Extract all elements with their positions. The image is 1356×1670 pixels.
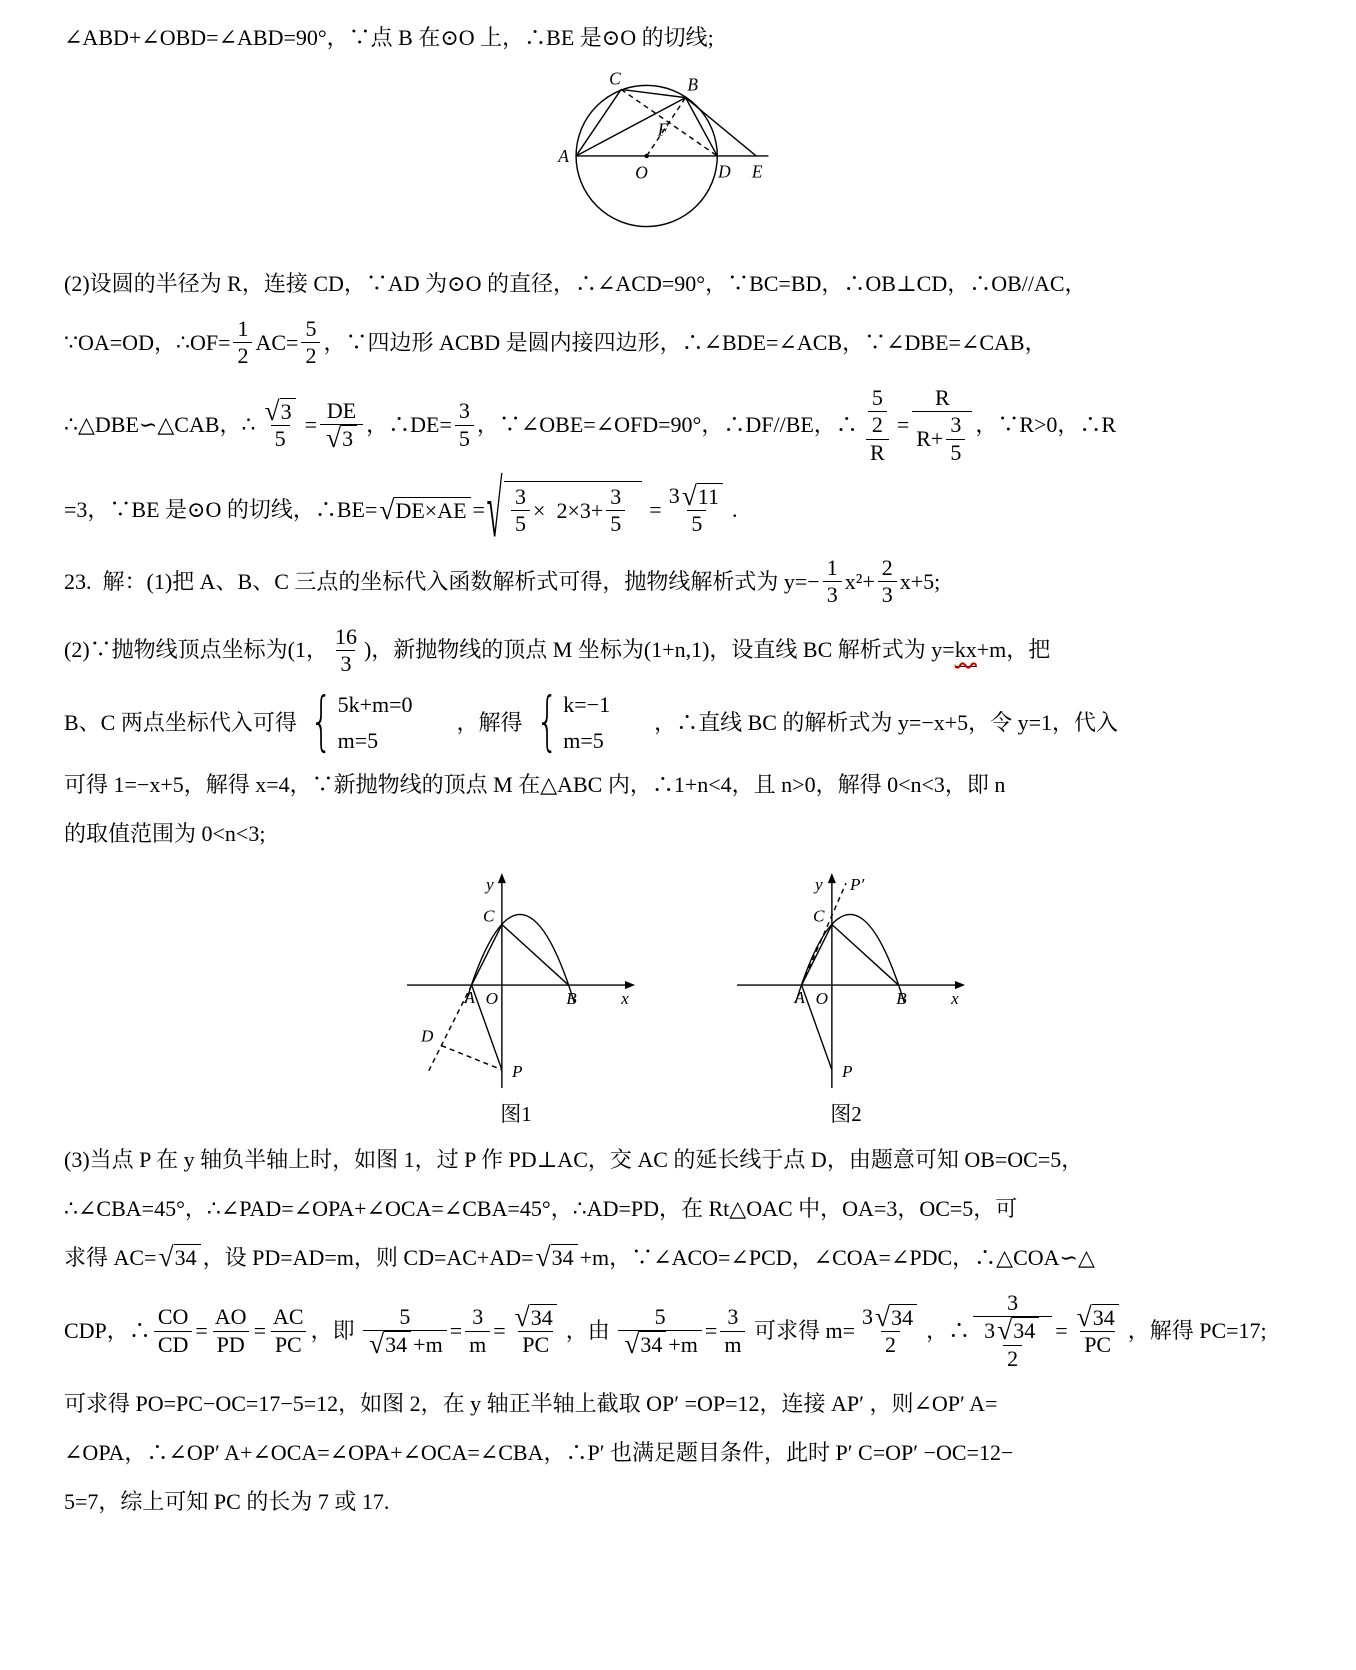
radical-sign: √ (997, 1314, 1013, 1346)
radical (997, 1314, 1039, 1346)
system-equation-row: k=−1 (563, 692, 611, 718)
segment-CB (502, 924, 569, 985)
text-run: (2)∵抛物线顶点坐标为(1， (64, 637, 328, 663)
text-run: 3 (1007, 1289, 1019, 1315)
fraction (301, 316, 320, 370)
text-run: m (724, 1331, 742, 1357)
point-label-c: C (813, 906, 825, 926)
point-label-b: B (896, 989, 907, 1009)
text-run: ∠OPA，∴∠OP′ A+∠OCA=∠OPA+∠OCA=∠CBA，∴P′ 也满足题目条件，此时 P′ C=OP′ −OC=12− (64, 1440, 1014, 1466)
text-run: 5 (274, 426, 286, 452)
text-run: ，解得 PC=17; (1127, 1318, 1267, 1344)
text-run: 5 (871, 384, 883, 410)
system-equation-row: m=5 (563, 727, 604, 753)
parabola-figures-row (64, 866, 1298, 1128)
text-block-1 (64, 21, 1298, 55)
text-run: )，新抛物线的顶点 M 坐标为(1+n,1)，设直线 BC 解析式为 y= (363, 637, 955, 663)
text-run: = (896, 412, 910, 438)
text-run: = (195, 1318, 208, 1344)
chord-BD (686, 98, 718, 156)
text-run: 34 (640, 1332, 663, 1358)
text-run: 可得 1=−x+5，解得 x=4，∵新抛物线的顶点 M 在△ABC 内，∴1+n<4，且 n>0，解得 0<n<3，即 n (64, 771, 1006, 797)
radical (681, 479, 723, 511)
text-run: 3 (342, 426, 354, 452)
text-run: = (1055, 1318, 1068, 1344)
misspell-underlined-text: kx (955, 634, 977, 667)
chord-AB (576, 98, 685, 156)
text-run: ∵OA=OD，∴OF= (64, 329, 231, 355)
chord-AC (576, 89, 621, 156)
text-block-3 (64, 555, 1298, 851)
text-run: 3 (984, 1317, 996, 1343)
text-run: ，由 (565, 1318, 616, 1344)
system-brace: { (310, 685, 333, 760)
text-run: 2 (881, 554, 893, 580)
dashed-segment-AP-prime (802, 883, 846, 985)
radical-sign: √ (535, 1241, 551, 1273)
x-axis-arrow (625, 981, 635, 989)
text-run: m (469, 1331, 487, 1357)
line-part3-setup (64, 1143, 1298, 1177)
text-run: 3 (861, 1304, 873, 1330)
text-run: PC (522, 1332, 550, 1358)
text-run: ，即 (310, 1318, 361, 1344)
point-label-p: P (511, 1061, 523, 1081)
text-run: 5 (691, 511, 703, 537)
radical (514, 1300, 557, 1332)
text-run: = (253, 1318, 266, 1344)
text-run: 3 (950, 412, 962, 438)
fraction (331, 624, 361, 678)
equation-system (301, 685, 413, 760)
line-be-result (64, 463, 1298, 554)
parabola-diagram-1 (386, 866, 646, 1092)
radical (624, 1327, 666, 1359)
text-run: 34 (1092, 1304, 1115, 1330)
x-axis-arrow (955, 981, 965, 989)
point-label-d: D (718, 162, 731, 182)
radical-sign: √ (379, 493, 395, 525)
text-run: 3 (826, 582, 838, 608)
axis-label-y: y (814, 875, 823, 895)
text-run: =3，∵BE 是⊙O 的切线，∴BE= (64, 497, 378, 523)
line-angle-45 (64, 1192, 1298, 1226)
text-run: 5 (654, 1303, 666, 1329)
text-run: 34 (530, 1304, 553, 1330)
line-equation-system (64, 685, 1298, 760)
text-run: 3 (472, 1304, 484, 1330)
radical (874, 1300, 917, 1332)
text-run: 5 (515, 511, 527, 537)
axis-label-x: x (621, 989, 629, 1009)
text-run: DE (326, 397, 357, 423)
text-run: 3 (458, 398, 470, 424)
text-run: 5 (458, 425, 470, 451)
radical (1076, 1300, 1119, 1332)
point-label-p-prime: P′ (849, 875, 865, 895)
text-run: 11 (697, 484, 719, 509)
line-q23-part2-vertex (64, 624, 1298, 678)
text-run: +m，把 (976, 637, 1051, 663)
text-run: 3 (610, 483, 622, 509)
text-run: 2 (885, 1332, 897, 1358)
text-run (628, 498, 634, 524)
tangent-BE (686, 98, 757, 156)
text-run: DE×AE (395, 497, 467, 523)
fraction (878, 555, 897, 609)
line-of-value (64, 316, 1298, 370)
radical (369, 1327, 411, 1359)
text-run: +m，∵∠ACO=∠PCD，∠COA=∠PDC，∴△COA∽△ (579, 1244, 1095, 1270)
text-run: 3 (515, 483, 527, 509)
text-run: R (869, 439, 885, 465)
point-label-f: F (657, 120, 669, 140)
line-solve-x (64, 768, 1298, 802)
fraction (618, 1304, 702, 1359)
parabola-curve (796, 914, 905, 1003)
text-run: 1 (826, 554, 838, 580)
text-run: 5 (610, 511, 622, 537)
point-label-b: B (687, 75, 699, 95)
center-point-O (644, 154, 649, 159)
radical (158, 1241, 200, 1273)
text-run: = (704, 1318, 718, 1344)
point-label-p: P (841, 1061, 853, 1081)
text-run: AC= (255, 329, 299, 355)
text-run: × 2×3+ (533, 497, 604, 523)
text-run: 3 (881, 582, 893, 608)
fraction (606, 484, 625, 538)
point-label-c: C (609, 69, 621, 89)
text-run: +m (668, 1331, 698, 1357)
fraction (823, 555, 842, 609)
text-run: 2 (237, 343, 249, 369)
segment-CB (832, 924, 899, 985)
circle-figure-container (64, 70, 1258, 252)
fraction (259, 394, 302, 453)
text-run: 可求得 PO=PC−OC=17−5=12，如图 2，在 y 轴正半轴上截取 OP′ =OP=12，连接 AP′ ，则∠OP′ A= (64, 1391, 998, 1417)
line-ac-sqrt34 (64, 1241, 1298, 1275)
radical (264, 394, 296, 426)
figure-1 (386, 866, 646, 1128)
radical-sign: √ (326, 422, 342, 454)
line-q23-part1 (64, 555, 1298, 609)
text-run: ，∴ (926, 1318, 971, 1344)
segment-AC (472, 924, 502, 985)
fraction (912, 385, 972, 466)
line-similar-triangles (64, 385, 1298, 466)
line-p-prime (64, 1436, 1298, 1470)
origin-label: O (485, 989, 498, 1009)
circle-diagram (526, 70, 796, 246)
text-run: 1 (237, 316, 249, 341)
text-run: . (731, 497, 738, 523)
text-run: = (643, 497, 662, 523)
fraction (154, 1304, 193, 1358)
text-run: CDP，∴ (64, 1318, 151, 1344)
text-run: 34 (891, 1304, 914, 1330)
text-run: 2 (1007, 1345, 1019, 1371)
fraction (465, 1304, 490, 1358)
radical-sign: √ (681, 479, 697, 511)
text-run: ，解得 (456, 709, 523, 735)
fraction (269, 1304, 308, 1358)
point-label-a: A (464, 988, 475, 1008)
fraction (980, 1314, 1045, 1372)
line-n-range (64, 817, 1298, 851)
figure-2-caption: 图2 (830, 1101, 862, 1126)
text-run: ，∵四边形 ACBD 是圆内接四边形，∴∠BDE=∠ACB，∵∠DBE=∠CAB， (323, 329, 1047, 355)
text-run: ∴∠CBA=45°，∴∠PAD=∠OPA+∠OCA=∠CBA=45°，∴AD=PD，在 Rt△OAC 中，OA=3，OC=5，可 (64, 1195, 1018, 1221)
text-run: 的取值范围为 0<n<3; (64, 820, 266, 846)
text-run: 2 (871, 412, 883, 438)
text-run: 5=7，综上可知 PC 的长为 7 或 17. (64, 1489, 390, 1515)
equation-system (527, 685, 611, 760)
fraction (861, 385, 894, 466)
text-run: = (493, 1318, 506, 1344)
text-run: 34 (551, 1245, 574, 1271)
y-axis-arrow (828, 873, 836, 883)
text-run: ，∵R>0，∴R (975, 412, 1117, 438)
text-run: 34 (174, 1245, 197, 1271)
text-run: 23. 解：(1)把 A、B、C 三点的坐标代入函数解析式可得，抛物线解析式为 y=− (64, 568, 820, 594)
text-run: ∴△DBE∽△CAB，∴ (64, 412, 256, 438)
text-run: 5 (305, 316, 317, 341)
text-run: ，∴直线 BC 的解析式为 y=−x+5，令 y=1，代入 (654, 709, 1119, 735)
fraction (511, 484, 530, 538)
text-run: = (472, 497, 485, 523)
text-run: AO (214, 1304, 247, 1330)
text-run: B、C 两点坐标代入可得 (64, 709, 297, 735)
figure-1-caption: 图1 (500, 1101, 532, 1126)
text-run: = (449, 1318, 463, 1344)
fraction (973, 1290, 1052, 1372)
y-axis-arrow (498, 873, 506, 883)
text-run: 3 (340, 650, 352, 676)
text-run: PC (274, 1331, 302, 1357)
axis-label-x: x (951, 989, 959, 1009)
text-run: CO (157, 1304, 189, 1330)
text-run: x²+ (844, 568, 875, 594)
text-run: CD (157, 1331, 189, 1357)
fraction (720, 1304, 745, 1358)
origin-label: O (815, 989, 828, 1009)
fraction (320, 398, 363, 453)
text-run: 5 (950, 439, 962, 465)
text-run: ，∴DE= (366, 412, 452, 438)
radical (486, 463, 642, 554)
line-proportion (64, 1290, 1298, 1372)
point-label-e: E (751, 162, 763, 182)
line-po-12 (64, 1387, 1298, 1421)
text-run: +m (413, 1331, 443, 1357)
text-run: 3 (668, 483, 680, 509)
radical (535, 1241, 578, 1273)
point-label-a: A (558, 147, 569, 167)
radical-sign: √ (486, 463, 503, 554)
fraction (211, 1304, 251, 1358)
radical-sign: √ (369, 1327, 385, 1359)
text-run: 2 (305, 343, 317, 369)
radical-sign: √ (874, 1300, 891, 1332)
text-run: ，设 PD=AD=m，则 CD=AC+AD= (202, 1244, 534, 1270)
system-equation-row: 5k+m=0 (337, 692, 413, 718)
parabola-curve (466, 914, 575, 1003)
radical-sign: √ (264, 394, 280, 426)
text-run: 3 (727, 1304, 739, 1330)
system-brace: { (535, 685, 559, 760)
radical (379, 493, 470, 525)
fraction (868, 385, 887, 439)
text-run: = (304, 412, 318, 438)
text-run: (2)设圆的半径为 R，连接 CD，∵AD 为⊙O 的直径，∴∠ACD=90°，∵BC=BD，∴OB⊥CD，∴OB//AC， (64, 271, 1087, 297)
fraction (455, 398, 474, 452)
text-run: ∠ABD+∠OBD=∠ABD=90°，∵点 B 在⊙O 上，∴BE 是⊙O 的切线; (64, 25, 714, 51)
fraction (946, 412, 965, 466)
point-label-d: D (421, 1026, 434, 1046)
text-block-2 (64, 267, 1298, 554)
fraction (509, 1300, 563, 1359)
point-label-c: C (483, 906, 495, 926)
radical-sign: √ (514, 1300, 530, 1332)
point-label-a: A (794, 988, 805, 1008)
text-run: PC (1084, 1332, 1112, 1358)
line-part2-setup (64, 267, 1298, 301)
point-label-o: O (635, 163, 648, 183)
axis-label-y: y (485, 875, 494, 895)
line-tangent-conclusion (64, 21, 1298, 55)
line-final-answer (64, 1485, 1298, 1519)
parabola-diagram-2 (716, 866, 976, 1092)
radical (326, 422, 357, 454)
point-label-b: B (566, 989, 577, 1009)
text-run: PD (216, 1331, 245, 1357)
text-run: 34 (385, 1332, 408, 1358)
radical-sign: √ (624, 1327, 640, 1359)
text-run: 求得 AC= (64, 1244, 157, 1270)
figure-2 (716, 866, 976, 1128)
fraction (233, 316, 252, 370)
fraction (363, 1304, 447, 1359)
text-run: R+ (916, 425, 944, 451)
text-run: (3)当点 P 在 y 轴负半轴上时，如图 1，过 P 作 PD⊥AC，交 AC 的延长线于点 D，由题意可知 OB=OC=5， (64, 1146, 1084, 1172)
text-run: 3 (280, 399, 292, 425)
text-run: AC (273, 1304, 304, 1330)
fraction (665, 479, 729, 538)
radical-sign: √ (1076, 1300, 1092, 1332)
text-run: R (934, 384, 950, 410)
text-run: 可求得 m= (748, 1318, 855, 1344)
fraction (1071, 1300, 1125, 1359)
text-run: 16 (334, 623, 357, 649)
dashed-segment-DP (441, 1045, 502, 1069)
text-block-4 (64, 1143, 1298, 1519)
text-run: ，∵∠OBE=∠OFD=90°，∴DF//BE，∴ (476, 412, 858, 438)
radical-sign: √ (158, 1241, 174, 1273)
text-run: x+5; (899, 568, 941, 594)
system-equation-row: m=5 (337, 727, 379, 753)
fraction (858, 1300, 923, 1359)
text-run: 34 (1013, 1318, 1036, 1344)
text-run: 5 (399, 1303, 411, 1329)
